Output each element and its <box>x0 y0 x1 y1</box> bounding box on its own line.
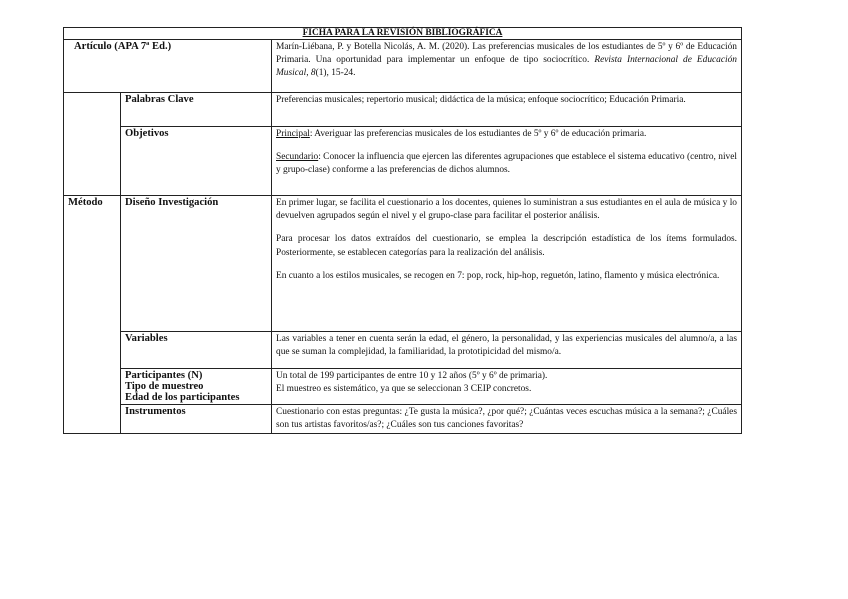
variables-text: Las variables a tener en cuenta serán la edad, el género, la personalidad, y las experiencias musicales del alumno/a, a las que se suman la complejidad, la familiaridad, la prototipicidad del mismo/a. <box>272 332 742 369</box>
design-paragraph: Para procesar los datos extraídos del cuestionario, se emplea la descripción estadística de los ítems formulados. Posteriormente, se establecen categorías para la realización del análisis. <box>276 234 737 258</box>
participants-label: Participantes (N) <box>125 370 203 381</box>
keywords-text: Preferencias musicales; repertorio musical; didáctica de la música; enfoque sociocrítico; Educación Primaria. <box>272 93 742 127</box>
design-paragraph: En primer lugar, se facilita el cuestionario a los docentes, quienes lo suministran a sus estudiantes en el aula de música y lo devuelven agrupados según el nivel y el grupo-clase para facilitar el posterior análisis. <box>276 198 737 222</box>
objective-secundario: Secundario: Conocer la influencia que ejercen las diferentes agrupaciones que establece el sistema educativo (centro, nivel y grupo-clase) conforme a las preferencias de dichos alumnos. <box>276 152 737 176</box>
article-row <box>64 40 742 93</box>
objectives-label: Objetivos <box>121 127 272 196</box>
journal-name: Revista Internacional de Educación Musical <box>276 55 737 79</box>
participants-text <box>272 369 742 405</box>
journal-volume: 8 <box>310 68 316 79</box>
participants-line: Un total de 199 participantes de entre 10 y 12 años (5º y 6º de primaria). <box>276 371 548 381</box>
participants-labels <box>121 369 272 405</box>
keywords-row <box>64 93 742 127</box>
method-label: Método <box>64 196 121 434</box>
header-row <box>64 28 742 40</box>
objective-principal: Principal: Averiguar las preferencias musicales de los estudiantes de 5º y 6º de educación primaria. <box>276 129 647 139</box>
variables-row <box>64 332 742 369</box>
design-label: Diseño Investigación <box>121 196 272 332</box>
age-label: Edad de los participantes <box>125 392 240 403</box>
review-form-table <box>63 27 742 434</box>
objectives-row <box>64 127 742 196</box>
keywords-label: Palabras Clave <box>121 93 272 127</box>
instruments-row <box>64 405 742 434</box>
article-label: Artículo (APA 7ª Ed.) <box>64 40 272 93</box>
design-row <box>64 196 742 332</box>
objectives-text <box>272 127 742 196</box>
article-reference: Marín-Liébana, P. y Botella Nicolás, A. M. (2020). Las preferencias musicales de los estudiantes de 5º y 6º de Educación Primaria. Una oportunidad para implementar un enfoque de tipo sociocrítico. Revista Internacional de Educación Musical, 8(1), 15-24. <box>272 40 742 93</box>
design-text <box>272 196 742 332</box>
instruments-label: Instrumentos <box>121 405 272 434</box>
design-paragraph: En cuanto a los estilos musicales, se recogen en 7: pop, rock, hip-hop, reguetón, latino, flamento y música electrónica. <box>276 270 720 281</box>
instruments-text: Cuestionario con estas preguntas: ¿Te gusta la música?, ¿por qué?; ¿Cuántas veces escuchas música a la semana?; ¿Cuáles son tus artistas favoritos/as?; ¿Cuáles son tus canciones favoritas? <box>272 405 742 434</box>
variables-label: Variables <box>121 332 272 369</box>
form-title <box>64 28 742 40</box>
form-title-text: FICHA PARA LA REVISIÓN BIBLIOGRÁFICA <box>302 28 503 38</box>
empty-cell <box>64 93 121 196</box>
sampling-label: Tipo de muestreo <box>125 381 204 392</box>
sampling-line: El muestreo es sistemático, ya que se seleccionan 3 CEIP concretos. <box>276 384 532 395</box>
participants-row <box>64 369 742 405</box>
